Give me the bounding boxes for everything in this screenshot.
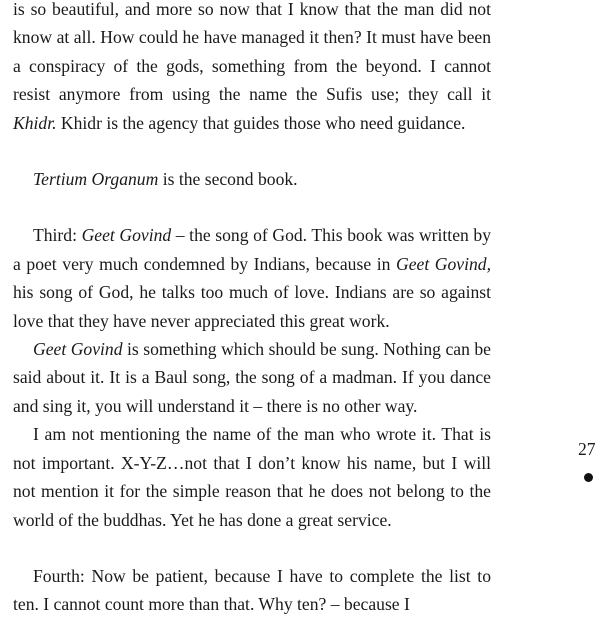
text-segment: – the song of God. This book was written by a poet very much condemned by Indians, because in: [13, 225, 491, 274]
text-segment: Khidr is the agency that guides those who need guidance.: [56, 112, 466, 133]
paragraph-second-book: [13, 165, 491, 193]
paragraph-third-book: [13, 221, 491, 335]
text-segment: his song of God, he talks too much of love. Indians are so against love that they have never appreciated this great work.: [13, 282, 491, 331]
italic-segment: Geet Govind,: [396, 253, 491, 274]
paragraph-author-unnamed: [13, 420, 491, 534]
book-text-column: [13, 0, 491, 619]
page-number: 27: [578, 439, 596, 459]
italic-segment: Khidr.: [13, 112, 57, 133]
paragraph-geet-govind-sung: [13, 335, 491, 420]
text-segment: is so beautiful, and more so now that I know that the man did not know at all. How could he have managed it then? It must have been a conspiracy of the gods, something from the beyond. I cannot resist anymore from using the name the Sufis use; they call it: [13, 0, 491, 105]
text-segment: Fourth: Now be patient, because I have to complete the list to ten. I cannot count more than that. Why ten? – because I: [13, 565, 491, 615]
paragraph-khidr: [13, 0, 491, 137]
italic-segment: Tertium Organum: [33, 169, 159, 190]
page-marker-dot: [584, 473, 593, 482]
italic-segment: Geet Govind: [33, 339, 123, 360]
italic-segment: Geet Govind: [81, 225, 172, 246]
text-segment: is the second book.: [158, 169, 298, 190]
text-segment: I am not mentioning the name of the man who wrote it. That is not important. X-Y-Z…not that I don’t know his name, but I will not mention it for the simple reason that he does not belong to the world of the buddhas. Yet he has done a great service.: [13, 424, 491, 530]
paragraph-fourth-book: [13, 562, 491, 619]
text-segment: is something which should be sung. Nothing can be said about it. It is a Baul song, the song of a madman. If you dance and sing it, you will understand it – there is no other way.: [13, 339, 491, 416]
text-segment: Third:: [33, 225, 82, 246]
